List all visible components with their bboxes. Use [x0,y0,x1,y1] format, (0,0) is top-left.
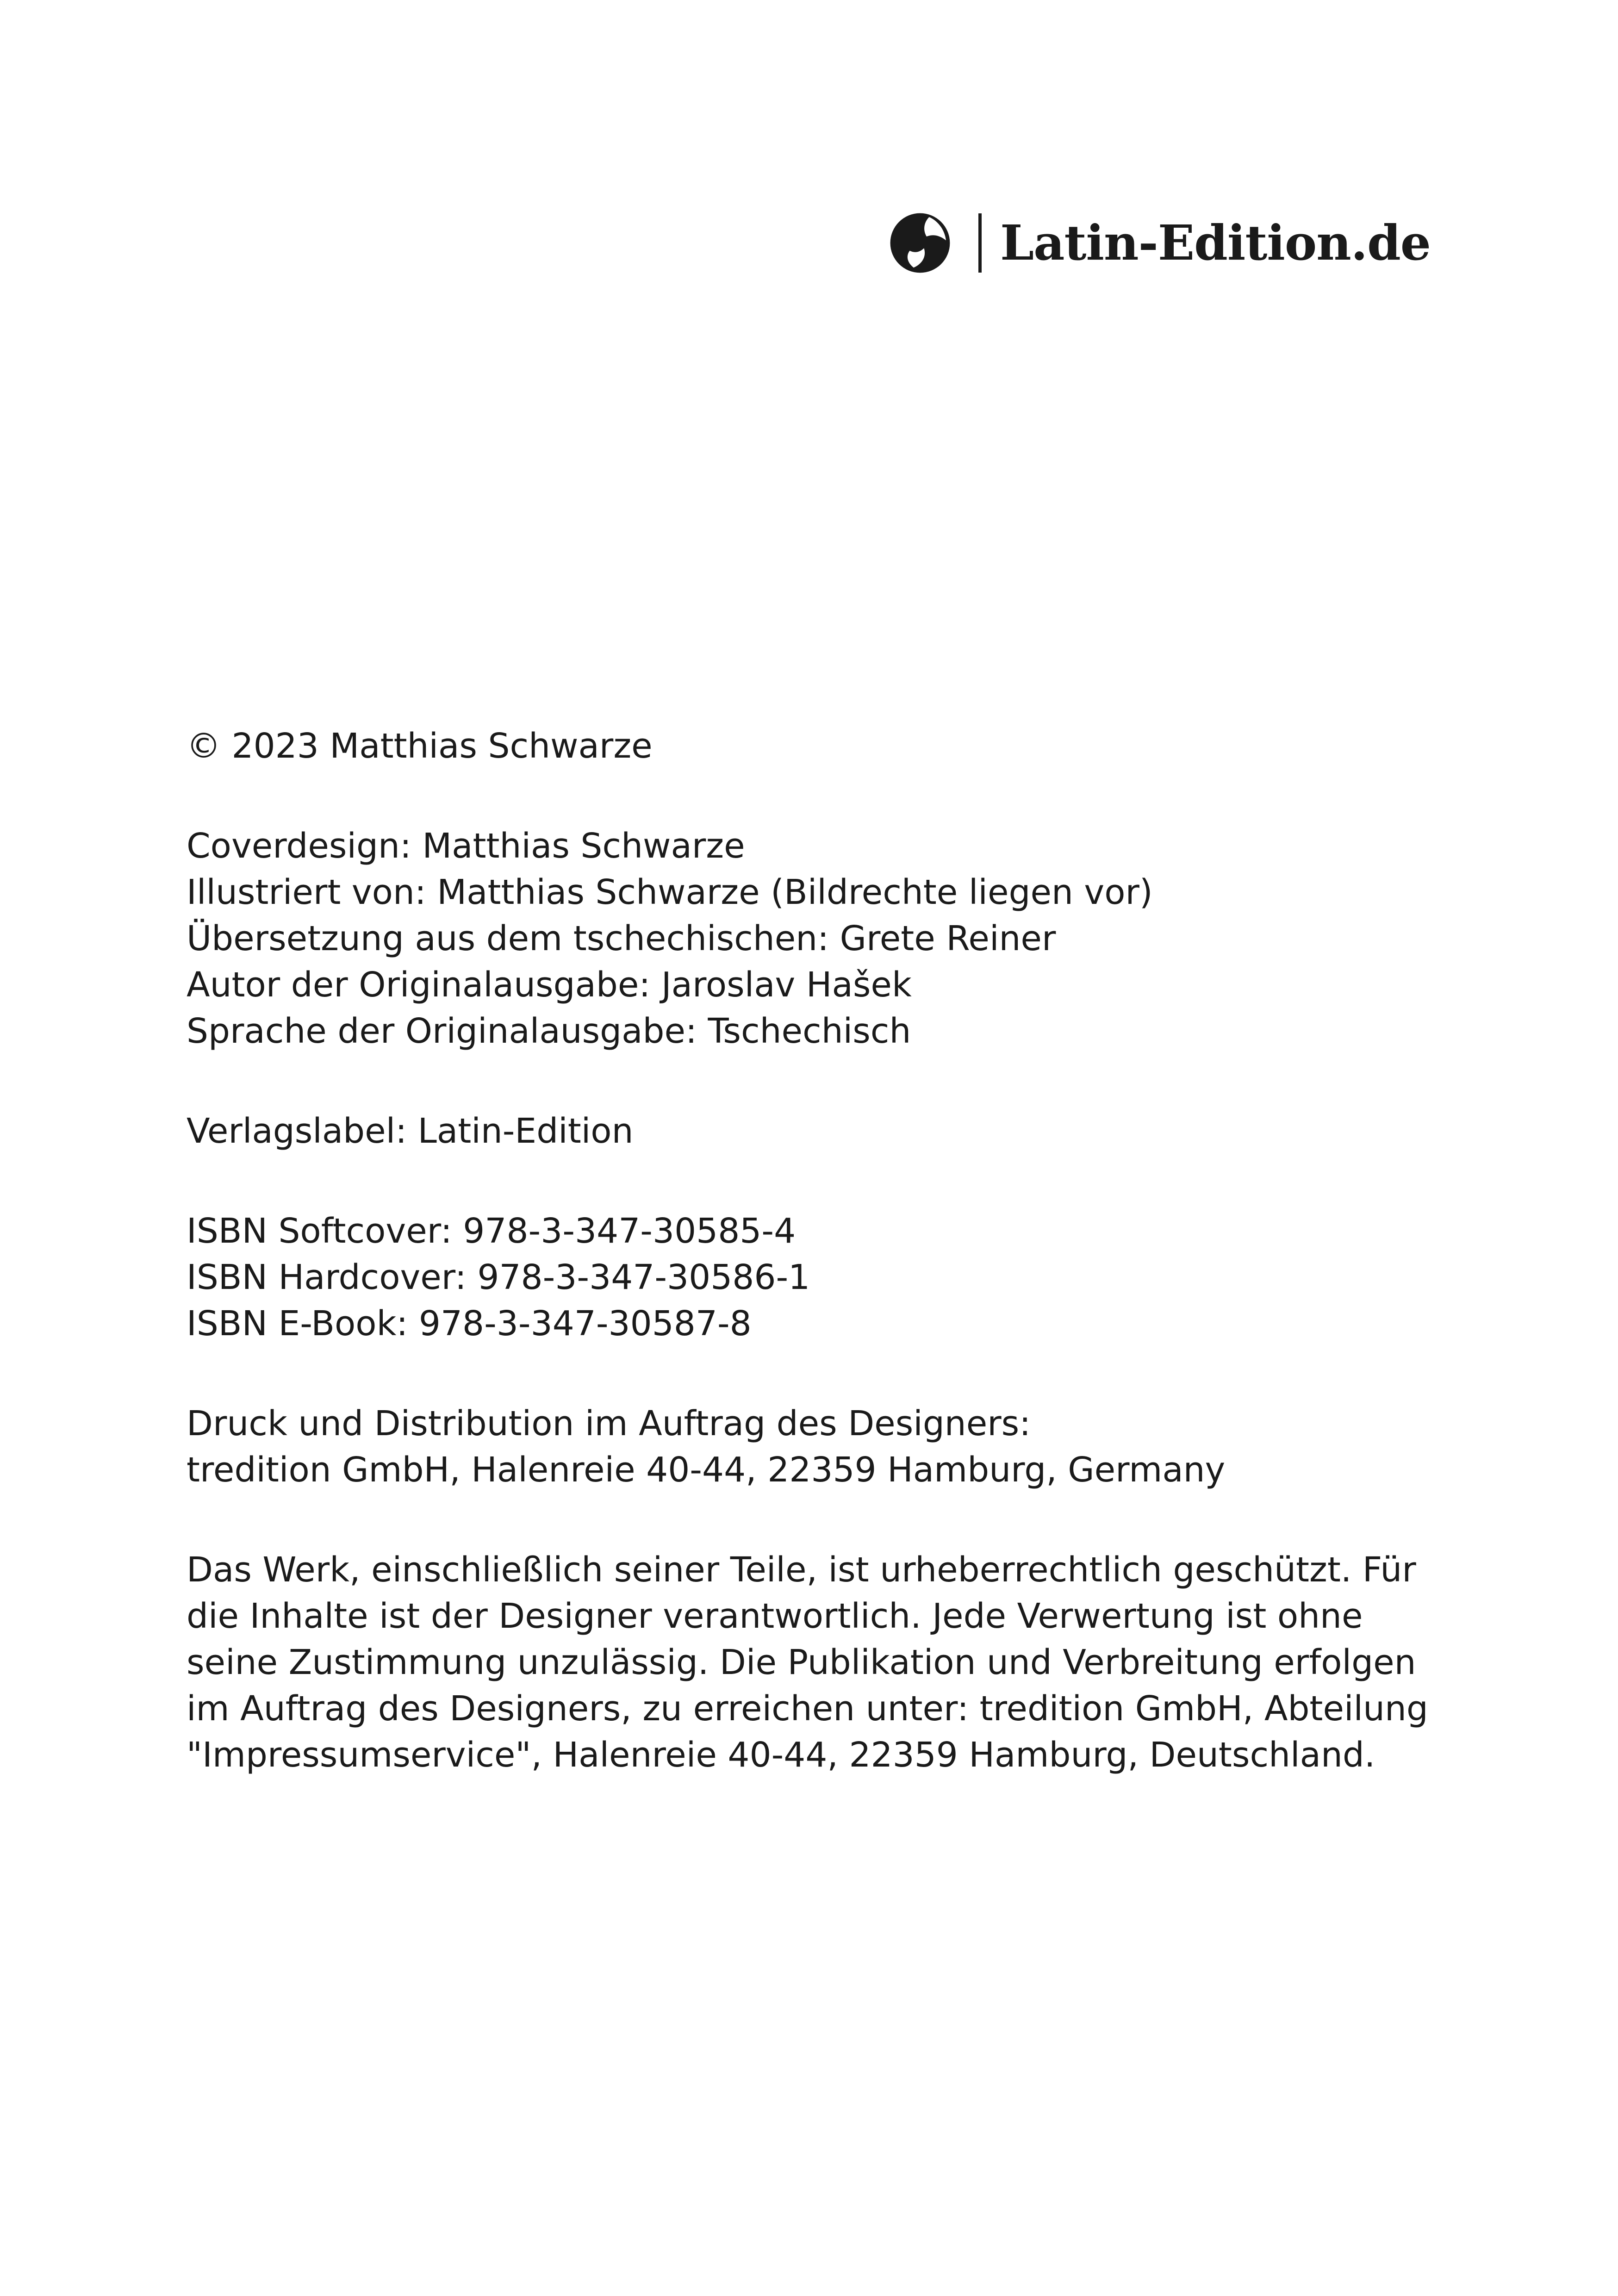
credit-line-cover: Coverdesign: Matthias Schwarze [187,826,745,866]
isbn-block [187,1208,1436,1347]
isbn-softcover: ISBN Softcover: 978-3-347-30585-4 [187,1211,796,1251]
credit-line-translation: Übersetzung aus dem tschechischen: Grete Reiner [187,919,1056,958]
copyright-line: © 2023 Matthias Schwarze [187,726,653,766]
distribution-heading: Druck und Distribution im Auftrag des Designers: [187,1404,1031,1444]
credits-block [187,823,1436,1054]
distribution-address: tredition GmbH, Halenreie 40-44, 22359 Hamburg, Germany [187,1450,1226,1490]
latin-edition-logo-mark-icon [888,211,952,275]
imprint-text [187,723,1436,1778]
copyright-block [187,723,1436,769]
credit-line-illustration: Illustriert von: Matthias Schwarze (Bildrechte liegen vor) [187,872,1153,912]
publisher-logo [888,211,1431,275]
isbn-hardcover: ISBN Hardcover: 978-3-347-30586-1 [187,1257,810,1297]
logo-wordmark: Latin-Edition.de [1000,214,1431,271]
isbn-ebook: ISBN E-Book: 978-3-347-30587-8 [187,1304,752,1344]
distribution-block [187,1400,1436,1493]
publisher-label-line: Verlagslabel: Latin-Edition [187,1111,634,1151]
legal-notice: Das Werk, einschließlich seiner Teile, ist urheberrechtlich geschützt. Für die Inhalte ist der Designer verantwortlich. Jede Verwertung ist ohne seine Zustimmung unzulässig. Die Publikation und Verbreitung erfolgen im Auftrag des Designers, zu erreichen unter: tredition GmbH, Abteilung "Impressumservice", Halenreie 40-44, 22359 Hamburg, Deutschland. [187,1550,1428,1775]
credit-line-original-language: Sprache der Originalausgabe: Tschechisch [187,1011,911,1051]
logo-divider [978,213,982,273]
legal-block [187,1547,1436,1778]
label-block [187,1108,1436,1154]
credit-line-original-author: Autor der Originalausgabe: Jaroslav Hašek [187,965,912,1005]
